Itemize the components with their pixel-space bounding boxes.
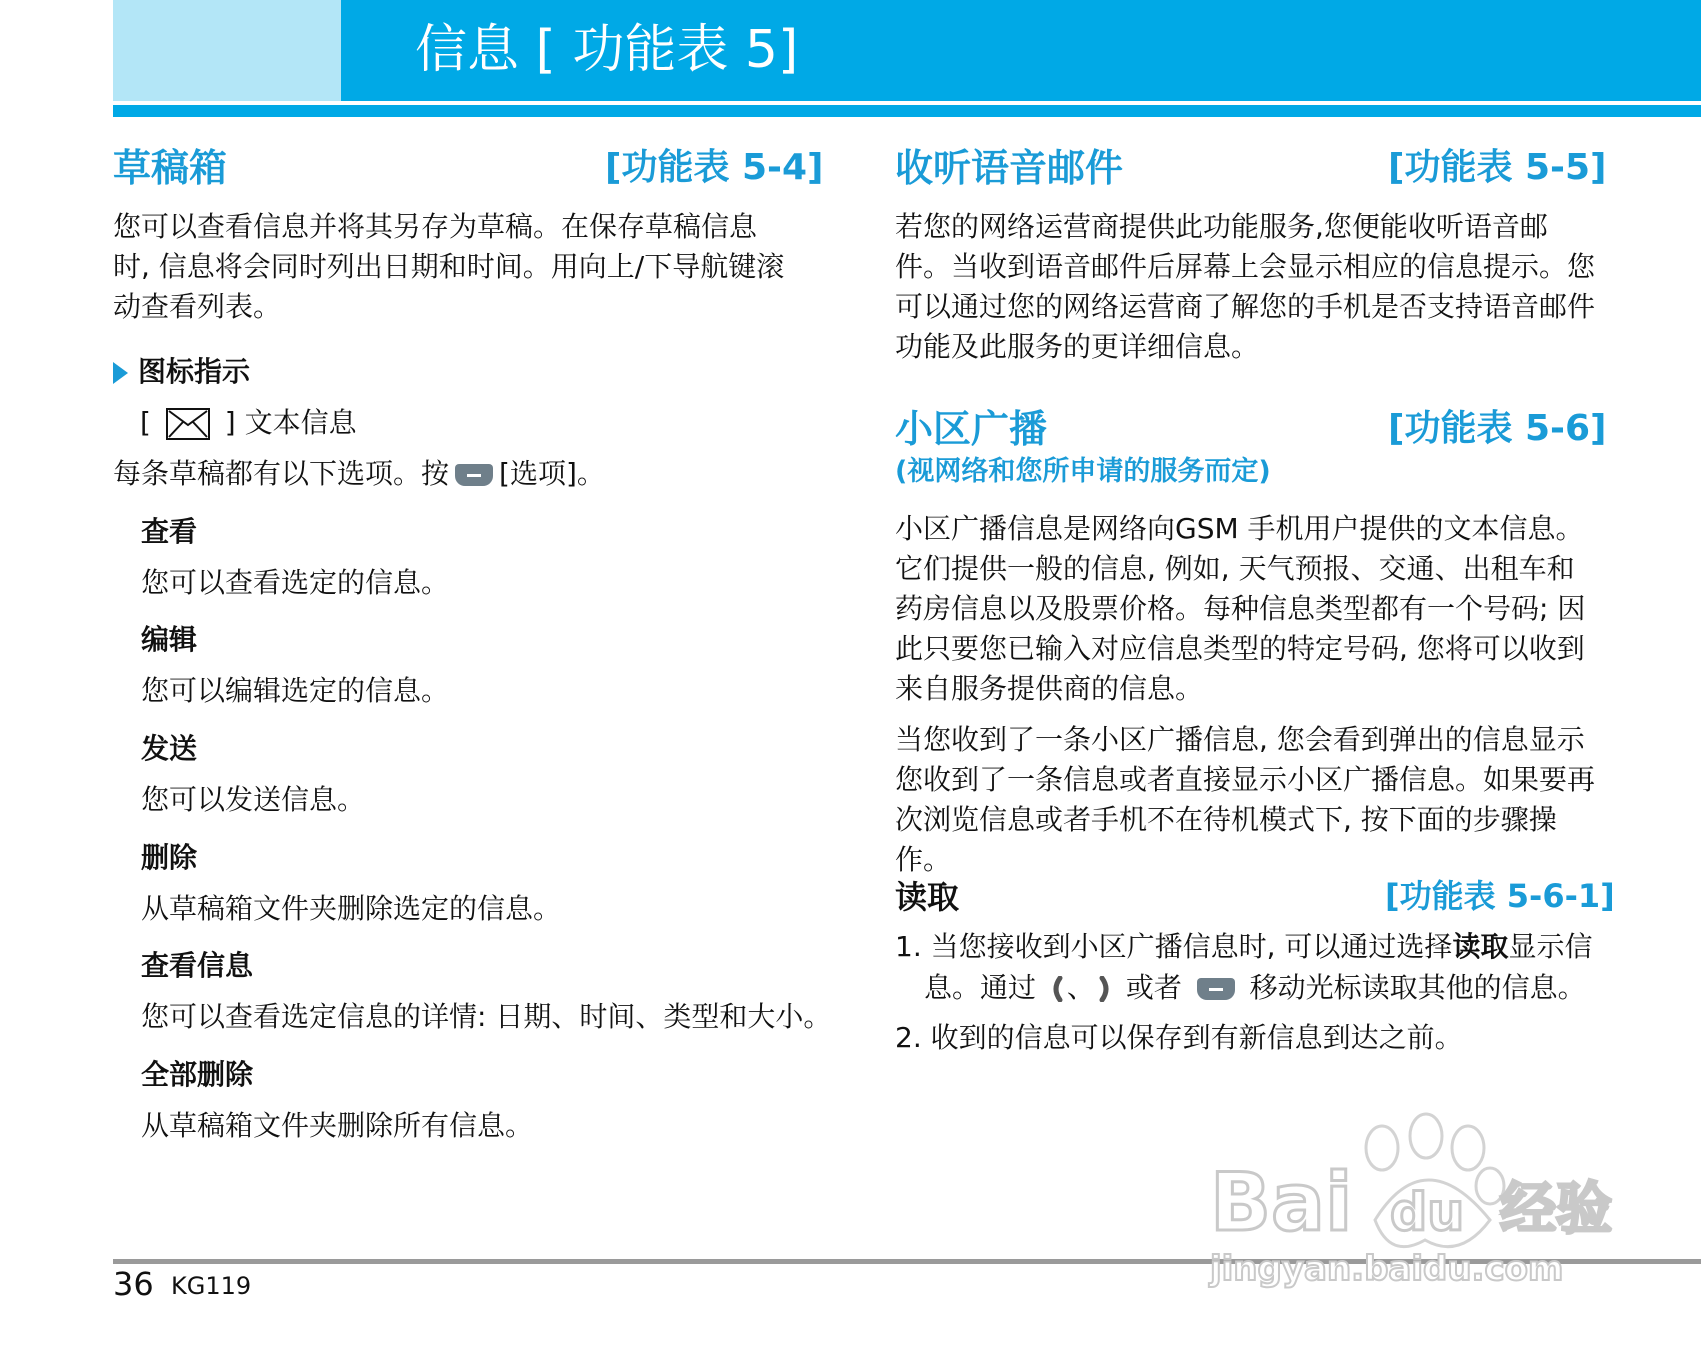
nav-key-left-icon bbox=[1049, 976, 1063, 1002]
step1-post: 显示信 bbox=[1508, 930, 1593, 963]
bracket-open: [ bbox=[140, 406, 151, 439]
voicemail-title: 收听语音邮件 bbox=[895, 146, 1124, 190]
options-pre: 每条草稿都有以下选项。按 bbox=[113, 457, 450, 490]
cell-broadcast-body1: 小区广播信息是网络向GSM 手机用户提供的文本信息。它们提供一般的信息, 例如, 天气预报、交通、出租车和药房信息以及股票价格。每种信息类型都有一个号码; 因此只要您已输入对应信息类型的特定号码, 您将可以收到来自服务提供商的信息。 bbox=[895, 512, 1586, 705]
step1-or: 或者 bbox=[1125, 971, 1182, 1004]
option-desc-view: 您可以查看选定的信息。 bbox=[141, 566, 450, 599]
options-line bbox=[113, 456, 605, 492]
bracket-close: ] bbox=[224, 406, 236, 439]
triangle-bullet-icon bbox=[113, 362, 128, 384]
header-accent-block bbox=[113, 0, 341, 101]
step1-bold: 读取 bbox=[1452, 930, 1509, 963]
watermark-cn: 经验 bbox=[1500, 1177, 1612, 1242]
option-title-delete: 删除 bbox=[141, 841, 198, 874]
icon-heading-row bbox=[113, 354, 250, 390]
drafts-title: 草稿箱 bbox=[113, 146, 228, 190]
softkey-icon bbox=[1197, 978, 1235, 1000]
option-title-info: 查看信息 bbox=[141, 949, 254, 982]
voicemail-body: 若您的网络运营商提供此功能服务,您便能收听语音邮件。当收到语音邮件后屏幕上会显示相应的信息提示。您可以通过您的网络运营商了解您的手机是否支持语音邮件功能及此服务的更详细信息。 bbox=[895, 210, 1596, 363]
option-title-delete-all: 全部删除 bbox=[141, 1058, 254, 1091]
icon-legend-row bbox=[140, 405, 357, 441]
read-menu-ref: [功能表 5-6-1] bbox=[1385, 877, 1615, 915]
baidu-jingyan-watermark bbox=[1200, 1100, 1680, 1300]
header-rule bbox=[113, 105, 1701, 117]
cell-broadcast-subtitle: (视网络和您所申请的服务而定) bbox=[895, 456, 1271, 487]
option-desc-delete-all: 从草稿箱文件夹删除所有信息。 bbox=[141, 1109, 534, 1142]
cell-broadcast-title: 小区广播 bbox=[895, 407, 1048, 451]
nav-key-right-icon bbox=[1099, 976, 1113, 1002]
option-desc-send: 您可以发送信息。 bbox=[141, 783, 366, 816]
option-desc-edit: 您可以编辑选定的信息。 bbox=[141, 674, 450, 707]
page-number: 36 bbox=[113, 1265, 154, 1303]
model-name: KG119 bbox=[171, 1272, 252, 1300]
left-softkey-icon bbox=[455, 464, 493, 486]
read-title: 读取 bbox=[895, 878, 960, 916]
icon-heading: 图标指示 bbox=[138, 355, 251, 388]
envelope-icon bbox=[166, 408, 210, 440]
watermark-url: jingyan.baidu.com bbox=[1210, 1249, 1564, 1289]
option-title-view: 查看 bbox=[141, 515, 198, 548]
option-desc-delete: 从草稿箱文件夹删除选定的信息。 bbox=[141, 892, 562, 925]
step1-pre: 当您接收到小区广播信息时, 可以通过选择 bbox=[930, 930, 1453, 963]
step1-line2-pre: 息。通过 bbox=[924, 971, 1037, 1004]
watermark-brand: Bai bbox=[1210, 1156, 1353, 1249]
step2-number: 2. bbox=[895, 1021, 922, 1054]
read-step1-line2 bbox=[924, 970, 1586, 1006]
step2-text: 收到的信息可以保存到有新信息到达之前。 bbox=[930, 1021, 1463, 1054]
read-step1-line1 bbox=[895, 929, 1592, 965]
option-title-edit: 编辑 bbox=[141, 623, 198, 656]
read-step2 bbox=[895, 1020, 1463, 1056]
step1-sep: 、 bbox=[1066, 971, 1095, 1004]
drafts-intro: 您可以查看信息并将其另存为草稿。在保存草稿信息时, 信息将会同时列出日期和时间。用向上/下导航键滚动查看列表。 bbox=[113, 210, 785, 323]
option-desc-info: 您可以查看选定信息的详情: 日期、时间、类型和大小。 bbox=[141, 1000, 832, 1033]
watermark-brand2: du bbox=[1390, 1183, 1465, 1243]
option-title-send: 发送 bbox=[141, 732, 198, 765]
step1-number: 1. bbox=[895, 930, 922, 963]
voicemail-menu-ref: [功能表 5-5] bbox=[1388, 147, 1607, 188]
step1-line2-post: 移动光标读取其他的信息。 bbox=[1249, 971, 1586, 1004]
icon-legend-label: 文本信息 bbox=[244, 406, 357, 439]
page-title: 信息 [ 功能表 5] bbox=[415, 20, 799, 80]
cell-broadcast-body2: 当您收到了一条小区广播信息, 您会看到弹出的信息显示您收到了一条信息或者直接显示小区广播信息。如果要再次浏览信息或者手机不在待机模式下, 按下面的步骤操作。 bbox=[895, 723, 1596, 876]
drafts-menu-ref: [功能表 5-4] bbox=[605, 147, 824, 188]
options-post: [选项]。 bbox=[499, 457, 605, 490]
cell-broadcast-menu-ref: [功能表 5-6] bbox=[1388, 408, 1607, 449]
